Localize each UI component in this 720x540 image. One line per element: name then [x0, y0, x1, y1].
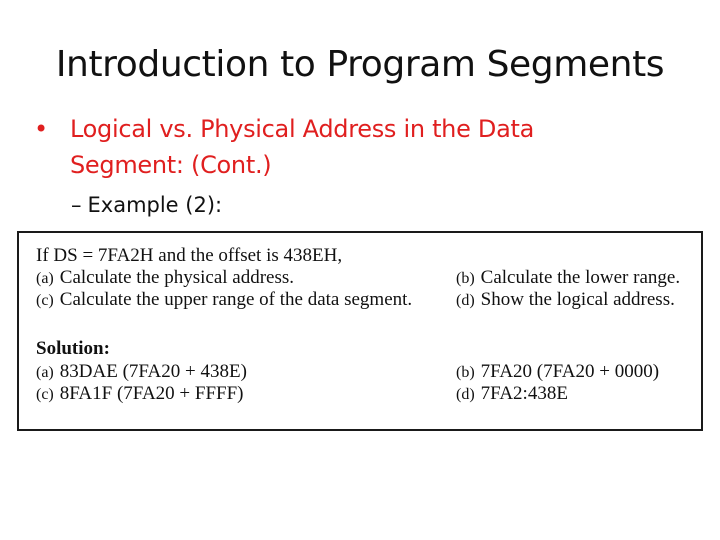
answer-label: (a) [36, 364, 54, 381]
slide-title: Introduction to Program Segments [55, 44, 665, 85]
solution-heading: Solution: [36, 338, 110, 359]
answer-label: (c) [36, 386, 54, 403]
question-text: Calculate the physical address. [59, 267, 295, 288]
question-c [36, 289, 412, 312]
bullet-marker: • [34, 115, 49, 143]
answer-label: (b) [456, 364, 475, 381]
problem-statement: If DS = 7FA2H and the offset is 438EH, [36, 245, 343, 266]
answer-b [456, 361, 659, 384]
sub-bullet-text: Example (2): [87, 193, 223, 217]
main-bullet [34, 111, 654, 183]
question-text: Calculate the lower range. [480, 267, 681, 288]
question-text: Calculate the upper range of the data segment. [59, 289, 413, 310]
question-a [36, 267, 294, 290]
answer-text: 7FA2:438E [480, 383, 568, 404]
question-b [456, 267, 680, 290]
question-label: (d) [456, 292, 475, 309]
answer-label: (d) [456, 386, 475, 403]
answer-d [456, 383, 568, 406]
sub-bullet [71, 193, 222, 217]
question-label: (b) [456, 270, 475, 287]
bullet-line-1: Logical vs. Physical Address in the Data [70, 115, 534, 143]
question-d [456, 289, 675, 312]
answer-text: 7FA20 (7FA20 + 0000) [480, 361, 660, 382]
answer-text: 83DAE (7FA20 + 438E) [59, 361, 247, 382]
answer-text: 8FA1F (7FA20 + FFFF) [59, 383, 244, 404]
answer-a [36, 361, 247, 384]
sub-bullet-marker: – [71, 193, 82, 217]
question-text: Show the logical address. [480, 289, 675, 310]
example-box [17, 231, 703, 431]
question-label: (c) [36, 292, 54, 309]
question-label: (a) [36, 270, 54, 287]
answer-c [36, 383, 243, 406]
bullet-line-2: Segment: (Cont.) [70, 151, 272, 179]
